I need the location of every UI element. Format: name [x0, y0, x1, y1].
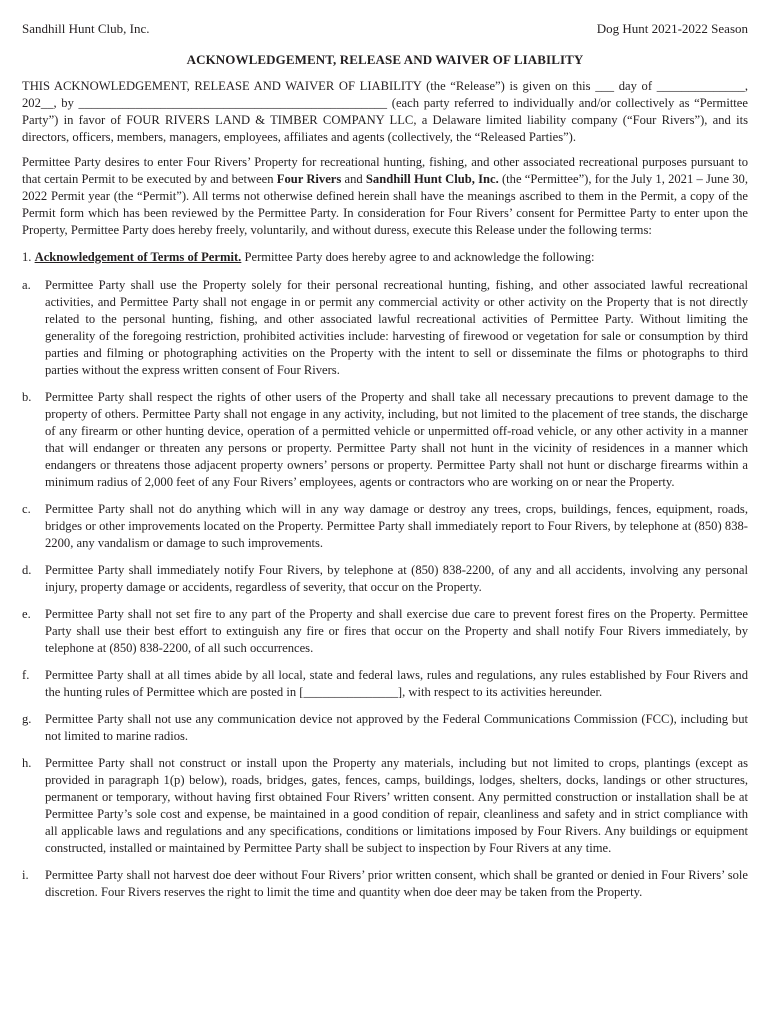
list-item — [22, 389, 748, 491]
item-text: Permittee Party shall at all times abide by all local, state and federal laws, rules and regulations, any rules established by Four Rivers and the hunting rules of Permittee which are posted in [_______________], with respect to its activities hereunder. — [45, 668, 748, 699]
para2-text-1: Permittee Party desires to enter Four Rivers’ Property for recreational hunting, fishing, and other associated recreational purposes pursuant to that certain Permit to be executed by and between — [22, 155, 748, 186]
section-1-text: Permittee Party does hereby agree to and acknowledge the following: — [241, 250, 595, 264]
list-item — [22, 562, 748, 596]
document-title: ACKNOWLEDGEMENT, RELEASE AND WAIVER OF LIABILITY — [186, 52, 584, 67]
item-letter: g. — [22, 712, 32, 726]
section-1-title: Acknowledgement of Terms of Permit. — [34, 250, 242, 264]
para2-four-rivers: Four Rivers — [276, 172, 342, 186]
item-letter: a. — [22, 278, 31, 292]
para2-sandhill: Sandhill Hunt Club, Inc. — [365, 172, 499, 186]
para2-text-2: (the “Permittee”), for the July 1, 2021 – June 30, 2022 Permit year (the “Permit”). All terms not otherwise defined herein shall have the meanings ascribed to them in the Permit, a copy of the Permit form which has been reviewed by the Permittee Party. In consideration for Four Rivers’ consent for Permittee Party to enter upon the Property, Permittee Party does hereby freely, voluntarily, and without duress, execute this Release under the following terms: — [22, 172, 749, 237]
item-letter: d. — [22, 563, 32, 577]
header-club-name: Sandhill Hunt Club, Inc. — [22, 21, 150, 36]
item-text: Permittee Party shall not harvest doe deer without Four Rivers’ prior written consent, which shall be granted or denied in Four Rivers’ sole discretion. Four Rivers reserves the right to limit the time and quantity when doe deer may be taken from the Property. — [45, 868, 748, 899]
list-item — [22, 277, 748, 379]
item-letter: i. — [22, 868, 29, 882]
item-text: Permittee Party shall not use any communication device not approved by the Federal Communications Commission (FCC), including but not limited to marine radios. — [45, 712, 748, 743]
list-item — [22, 667, 748, 701]
list-item — [22, 501, 748, 552]
item-letter: h. — [22, 756, 32, 770]
item-letter: b. — [22, 390, 32, 404]
section-1-number: 1. — [22, 250, 32, 264]
list-item — [22, 867, 748, 901]
item-letter: f. — [22, 668, 30, 682]
item-text: Permittee Party shall not set fire to any part of the Property and shall exercise due care to prevent forest fires on the Property. Permittee Party shall use their best effort to extinguish any fire or fires that occur on the Property and shall notify Four Rivers immediately, by telephone at (850) 838-2200, of all such occurrences. — [45, 607, 748, 655]
consideration-paragraph — [22, 154, 748, 239]
item-text: Permittee Party shall use the Property solely for their personal recreational hunting, fishing, and other associated lawful recreational activities, and Permittee Party shall not engage in or permit any commercial activity or other activity on the Property that is not directly related to the personal hunting, fishing, and other associated lawful recreational activities of Permittee Party. Without limiting the generality of the foregoing restriction, prohibited activities include: harvesting of firewood or vegetation for sale or consumption by third parties and filming or photographing activities on the Property with the intent to sell or disseminate the films or photographs to third parties without the express written consent of Four Rivers. — [45, 278, 748, 377]
intro-paragraph: THIS ACKNOWLEDGEMENT, RELEASE AND WAIVER OF LIABILITY (the “Release”) is given on this ___ day of ______________, 202__, by _________________________________________________ (each party referred to individually and/or collectively as “Permittee Party”) in favor of FOUR RIVERS LAND & TIMBER COMPANY LLC, a Delaware limited liability company (“Four Rivers”), and its directors, officers, members, managers, employees, affiliates and agents (collectively, the “Released Parties”). — [22, 79, 748, 144]
list-item — [22, 606, 748, 657]
page-header — [22, 20, 748, 38]
item-letter: c. — [22, 502, 31, 516]
terms-list — [22, 277, 748, 901]
item-text: Permittee Party shall respect the rights of other users of the Property and shall take all necessary precautions to prevent damage to the property of others. Permittee Party shall not engage in any activity, including, but not limited to the placement of tree stands, the discharge of any firearm or other hunting device, operation of a permitted vehicle or unpermitted off-road vehicle, or any other activity in a manner that will endanger or threaten any persons or property. Permittee Party shall not hunt in the vicinity of residences in a manner which endangers or threatens those adjacent property owners’ persons or property. Permittee Party shall not hunt or discharge firearms within a minimum radius of 2,000 feet of any Four Rivers’ employees, agents or contractors who are working on or near the Property. — [45, 390, 748, 489]
list-item — [22, 711, 748, 745]
list-item — [22, 755, 748, 857]
item-text: Permittee Party shall not do anything which will in any way damage or destroy any trees, crops, buildings, fences, equipment, roads, bridges or other improvements located on the Property. Permittee Party shall immediately report to Four Rivers, by telephone at (850) 838-2200, any vandalism or damage to such improvements. — [45, 502, 748, 550]
item-text: Permittee Party shall not construct or install upon the Property any materials, including but not limited to crops, plantings (except as provided in paragraph 1(p) below), roads, bridges, gates, fences, camps, buildings, lodges, shelters, docks, landings or other structures, permanent or temporary, without having first obtained Four Rivers’ written consent. Any permitted construction or installation shall be at Permittee Party’s sole cost and expense, be maintained in a good condition of repair, cleanliness and safety and in strict compliance with all applicable laws and regulations and any specifications, conditions or limitations imposed by Four Rivers. Any buildings or equipment constructed, installed or maintained by Permittee Party shall be subject to inspection by Four Rivers at any time. — [45, 756, 748, 855]
item-text: Permittee Party shall immediately notify Four Rivers, by telephone at (850) 838-2200, of any and all accidents, involving any personal injury, property damage or accidents, regardless of severity, that occur on the Property. — [45, 563, 748, 594]
item-letter: e. — [22, 607, 31, 621]
header-season: Dog Hunt 2021-2022 Season — [596, 21, 748, 36]
para2-and: and — [341, 172, 366, 186]
section-1-heading — [22, 249, 748, 266]
